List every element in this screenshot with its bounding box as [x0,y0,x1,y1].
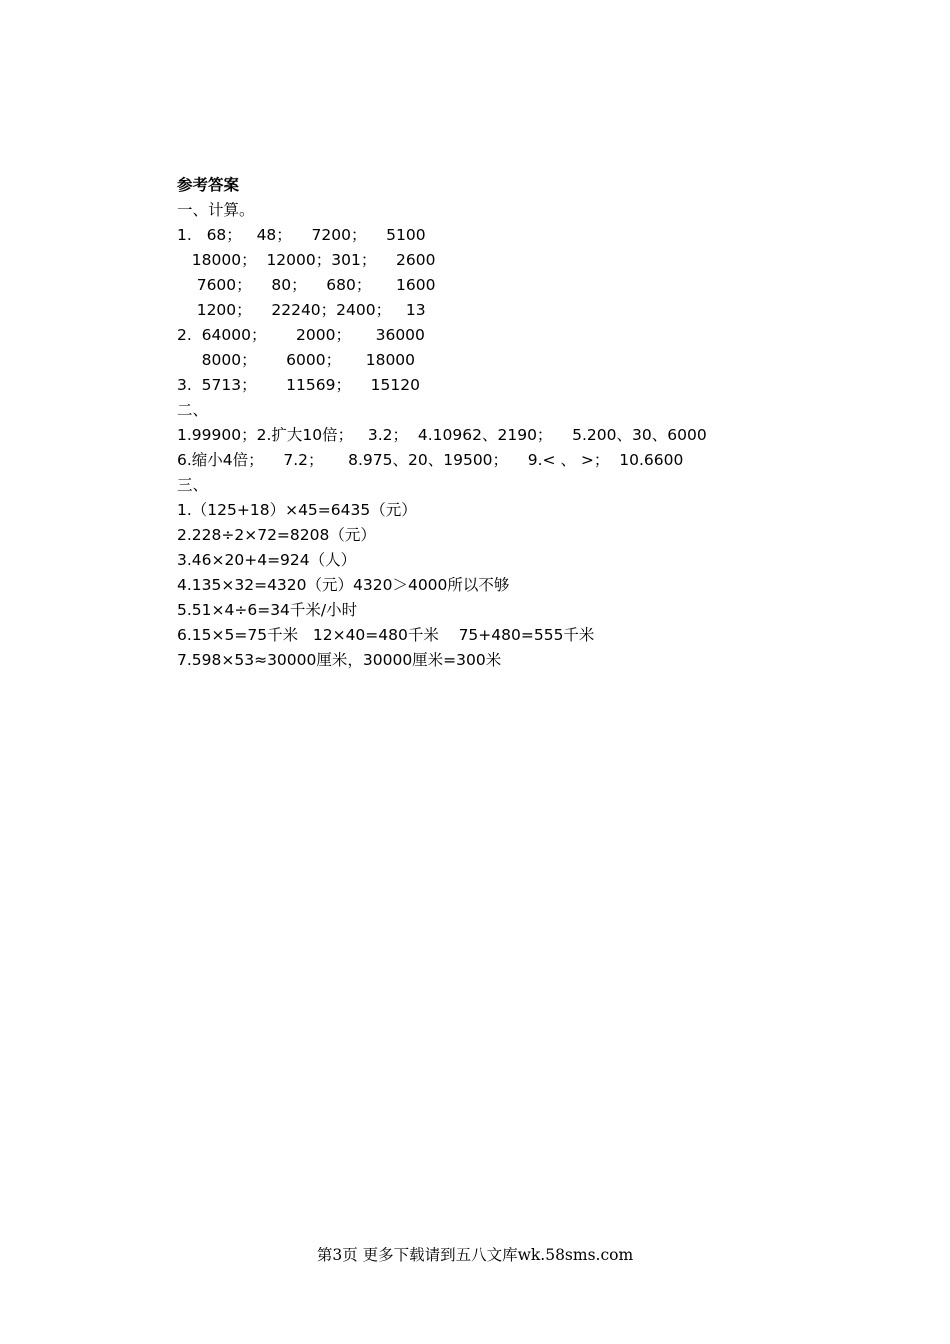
answer-line: 5.51×4÷6=34千米/小时 [177,601,358,619]
answer-line: 4.135×32=4320（元）4320＞4000所以不够 [177,576,510,594]
answer-line: 6.缩小4倍； 7.2； 8.975、20、19500； 9.< 、 >； 10.6600 [177,451,684,469]
answer-line: 7.598×53≈30000厘米，30000厘米=300米 [177,651,502,669]
answer-line: 1.99900；2.扩大10倍； 3.2； 4.10962、2190； 5.200、30、6000 [177,426,707,444]
answer-line: 18000； 12000；301； 2600 [177,251,436,269]
answer-line: 3.46×20+4=924（人） [177,551,357,569]
answer-line: 3. 5713； 11569； 15120 [177,376,420,394]
section-three-title: 三、 [177,476,209,494]
answer-line: 1.（125+18）×45=6435（元） [177,501,417,519]
section-two-title: 二、 [177,401,209,419]
answer-heading: 参考答案 [177,176,240,194]
answer-line: 1. 68； 48； 7200； 5100 [177,226,426,244]
answer-line: 2.228÷2×72=8208（元） [177,526,376,544]
answer-content [177,173,797,673]
answer-line: 7600； 80； 680； 1600 [177,276,436,294]
answer-line: 2. 64000； 2000； 36000 [177,326,425,344]
section-calc-title: 一、计算。 [177,201,255,219]
answer-line: 6.15×5=75千米 12×40=480千米 75+480=555千米 [177,626,595,644]
page-footer: 第3页 更多下载请到五八文库wk.58sms.com [316,1246,634,1264]
answer-line: 8000； 6000； 18000 [177,351,416,369]
answer-line: 1200； 22240；2400； 13 [177,301,426,319]
